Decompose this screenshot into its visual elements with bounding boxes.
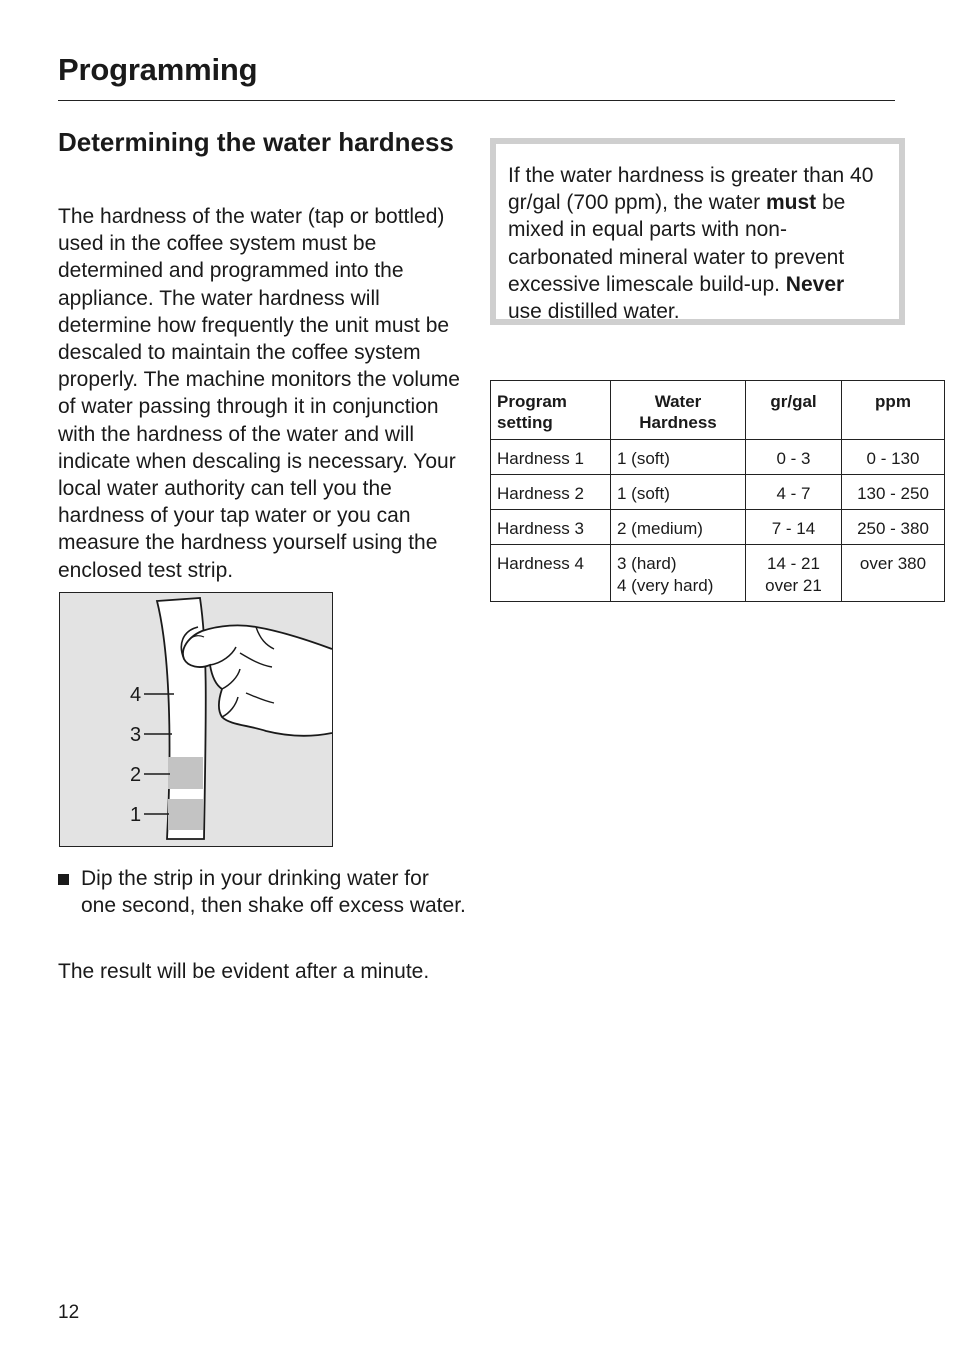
cell-hardness <box>611 545 746 602</box>
bullet-square-icon <box>58 874 69 885</box>
scale-number-1: 1 <box>130 804 142 826</box>
header-program-setting: Program setting <box>491 381 611 440</box>
page-title: Programming <box>58 52 258 87</box>
cell-ppm: 250 - 380 <box>842 510 945 545</box>
table-row <box>491 545 945 602</box>
cell-setting: Hardness 2 <box>491 475 611 510</box>
section-heading: Determining the water hardness <box>58 127 454 157</box>
cell-gr-gal: 0 - 3 <box>746 440 842 475</box>
cell-gr-gal: 4 - 7 <box>746 475 842 510</box>
cell-ppm: over 380 <box>842 545 945 602</box>
table-row <box>491 440 945 475</box>
water-hardness-table <box>490 380 945 602</box>
header-water-hardness: Water Hardness <box>611 381 746 440</box>
result-text: The result will be evident after a minute. <box>58 960 430 983</box>
cell-hardness: 1 (soft) <box>611 440 746 475</box>
header-gr-gal: gr/gal <box>746 381 842 440</box>
cell-gr-gal-line: over 21 <box>765 576 822 595</box>
cell-setting: Hardness 4 <box>491 545 611 602</box>
cell-hardness: 1 (soft) <box>611 475 746 510</box>
cell-gr-gal: 7 - 14 <box>746 510 842 545</box>
intro-paragraph: The hardness of the water (tap or bottled) used in the coffee system must be determined and programmed into the appliance. The water hardness will determine how frequently the unit must be descaled to maintain the coffee system properly. The machine monitors the volume of water passing through it in conjunction with the hardness of the water and will indicate when descaling is necessary. Your local water authority can tell you the hardness of your tap water or you can measure the hardness yourself using the enclosed test strip. <box>58 205 460 582</box>
instruction-text: Dip the strip in your drinking water for one second, then shake off excess water. <box>81 867 466 918</box>
colored-pad-1 <box>168 799 203 830</box>
cell-ppm: 0 - 130 <box>842 440 945 475</box>
warning-note-box <box>490 138 905 325</box>
table-row <box>491 510 945 545</box>
warning-note-text: If the water hardness is greater than 40 gr/gal (700 ppm), the water must be mixed in equal parts with non-carbonated mineral water to prevent excessive limescale build-up. Never use distilled water. <box>508 164 874 324</box>
cell-hardness-line: 4 (very hard) <box>617 576 714 595</box>
cell-hardness: 2 (medium) <box>611 510 746 545</box>
title-divider <box>58 100 895 101</box>
scale-number-2: 2 <box>130 764 142 786</box>
scale-number-3: 3 <box>130 724 142 746</box>
cell-hardness-line: 3 (hard) <box>617 554 677 573</box>
table-row <box>491 475 945 510</box>
cell-setting: Hardness 1 <box>491 440 611 475</box>
instruction-bullet <box>58 865 468 919</box>
cell-gr-gal-line: 14 - 21 <box>767 554 820 573</box>
test-strip-illustration <box>59 592 333 847</box>
cell-setting: Hardness 3 <box>491 510 611 545</box>
cell-ppm: 130 - 250 <box>842 475 945 510</box>
cell-gr-gal <box>746 545 842 602</box>
table-header-row <box>491 381 945 440</box>
test-strip-drawing <box>60 593 332 846</box>
colored-pad-2 <box>168 757 203 789</box>
header-ppm: ppm <box>842 381 945 440</box>
scale-number-4: 4 <box>130 684 142 706</box>
page-number: 12 <box>58 1302 80 1323</box>
